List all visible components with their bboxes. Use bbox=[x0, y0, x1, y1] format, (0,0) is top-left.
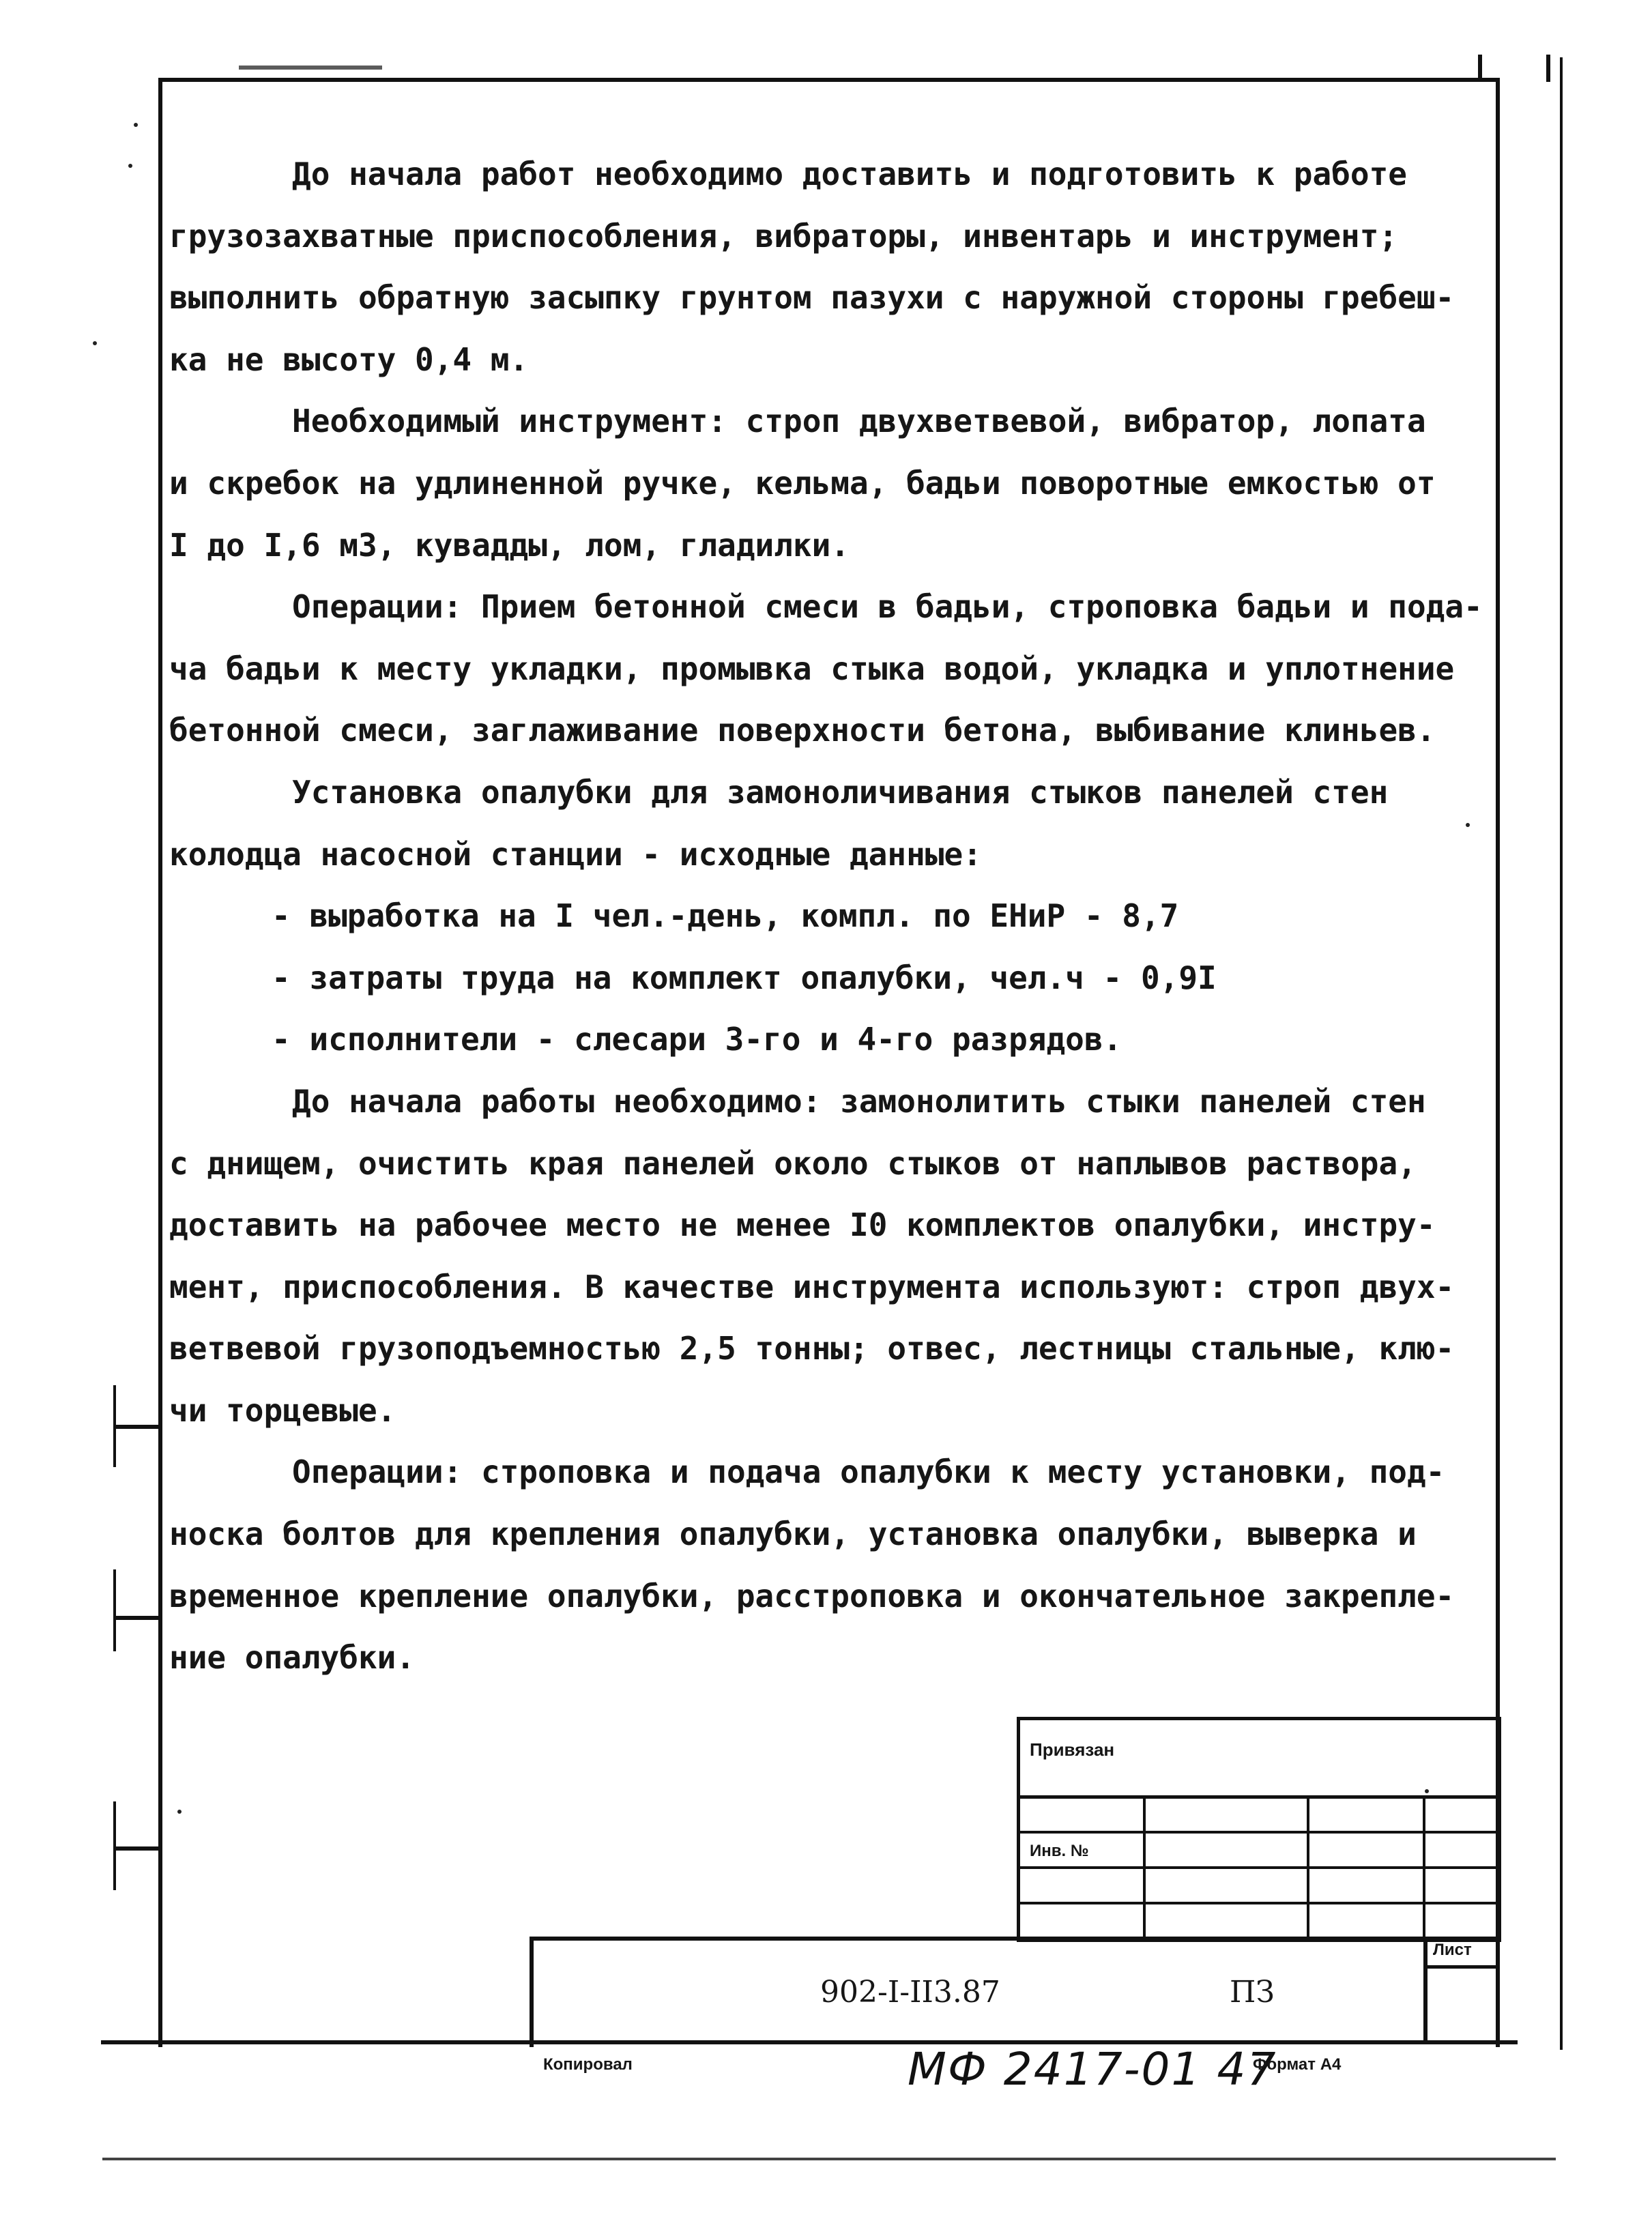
text-line: доставить на рабочее место не менее I0 комплектов опалубки, инстру- bbox=[169, 1206, 1436, 1244]
text-line: бетонной смеси, заглаживание поверхности бетона, выбивание клиньев. bbox=[169, 712, 1436, 749]
text-line: с днищем, очистить края панелей около стыков от наплывов раствора, bbox=[169, 1144, 1417, 1182]
initial-data-list bbox=[169, 885, 1493, 1071]
stamp-row bbox=[1020, 1831, 1498, 1834]
inventory-number-label: Инв. № bbox=[1030, 1842, 1089, 1860]
text-line: и скребок на удлиненной ручке, кельма, бадьи поворотные емкостью от bbox=[169, 464, 1436, 502]
stamp-header-label: Привязан bbox=[1030, 1739, 1115, 1760]
text-line: Операции: строповка и подача опалубки к месту установки, под- bbox=[292, 1453, 1445, 1491]
text-line: мент, приспособления. В качестве инструмента используют: строп двух- bbox=[169, 1268, 1455, 1305]
paragraph-before-work bbox=[169, 1071, 1493, 1442]
format-label: Формат А4 bbox=[1253, 2055, 1342, 2074]
outer-frame-line bbox=[1560, 57, 1563, 2050]
sheet-number-box bbox=[1423, 1937, 1498, 2043]
paragraph-tools bbox=[169, 390, 1493, 576]
text-line: ка не высоту 0,4 м. bbox=[169, 340, 529, 378]
text-line: ние опалубки. bbox=[169, 1639, 416, 1677]
stamp-col bbox=[1307, 1795, 1309, 1939]
sheet-label: Лист bbox=[1433, 1941, 1472, 1959]
paragraph-preparation bbox=[169, 143, 1493, 390]
top-edge-mark bbox=[239, 66, 382, 70]
stamp-header bbox=[1020, 1720, 1498, 1799]
title-block bbox=[530, 1937, 1498, 2047]
text-line: грузозахватные приспособления, вибраторы, инвентарь и инструмент; bbox=[169, 217, 1398, 255]
margin-mark bbox=[113, 1569, 116, 1651]
margin-tick bbox=[113, 1425, 161, 1429]
stamp-col bbox=[1143, 1795, 1146, 1939]
paragraph-operations-concrete bbox=[169, 576, 1493, 762]
document-body bbox=[169, 143, 1493, 1689]
stamp-row bbox=[1020, 1902, 1498, 1904]
text-line: Установка опалубки для замоноличивания стыков панелей стен bbox=[292, 773, 1389, 811]
scan-speck bbox=[128, 164, 132, 168]
list-item: - затраты труда на комплект опалубки, чел.ч - 0,9I bbox=[272, 959, 1217, 996]
scan-speck bbox=[177, 1810, 182, 1814]
margin-tick bbox=[113, 1616, 161, 1620]
scan-speck bbox=[134, 123, 138, 127]
margin-tick bbox=[113, 1846, 161, 1851]
text-line: носка болтов для крепления опалубки, установка опалубки, выверка и bbox=[169, 1516, 1417, 1553]
stamp-col bbox=[1423, 1795, 1425, 1939]
paragraph-operations-formwork bbox=[169, 1441, 1493, 1688]
document-type: ПЗ bbox=[1230, 1975, 1275, 2010]
page-cut-line bbox=[102, 2158, 1556, 2160]
copied-by-label: Копировал bbox=[543, 2055, 633, 2074]
text-line: чи торцевые. bbox=[169, 1391, 396, 1429]
list-item: - выработка на I чел.-день, компл. по ЕНиР - 8,7 bbox=[272, 897, 1179, 935]
text-line: ветвевой грузоподъемностью 2,5 тонны; отвес, лестницы стальные, клю- bbox=[169, 1330, 1455, 1367]
top-edge-tick bbox=[1478, 55, 1482, 82]
list-item: - исполнители - слесари 3-го и 4-го разрядов. bbox=[272, 1021, 1122, 1058]
document-code: 902-I-II3.87 bbox=[820, 1975, 1000, 2010]
text-line: До начала работ необходимо доставить и подготовить к работе bbox=[292, 156, 1407, 192]
margin-mark bbox=[113, 1801, 116, 1890]
stamp-row bbox=[1020, 1866, 1498, 1869]
approval-stamp bbox=[1017, 1717, 1501, 1942]
sheet-label-row bbox=[1428, 1937, 1498, 1969]
text-line: До начала работы необходимо: замонолитить стыки панелей стен bbox=[292, 1082, 1426, 1120]
text-line: временное крепление опалубки, расстроповка и окончательное закрепле- bbox=[169, 1577, 1455, 1614]
paragraph-formwork-install bbox=[169, 762, 1493, 885]
text-line: I до I,6 м3, кувадды, лом, гладилки. bbox=[169, 526, 850, 564]
top-edge-tick bbox=[1546, 55, 1550, 82]
text-line: выполнить обратную засыпку грунтом пазухи с наружной стороны гребеш- bbox=[169, 279, 1455, 317]
text-line: Операции: Прием бетонной смеси в бадьи, строповка бадьи и пода- bbox=[292, 588, 1483, 626]
stamp-grid bbox=[1020, 1795, 1498, 1939]
text-line: колодца насосной станции - исходные данные: bbox=[169, 835, 982, 873]
text-line: Необходимый инструмент: строп двухветвевой, вибратор, лопата bbox=[292, 403, 1426, 440]
text-line: ча бадьи к месту укладки, промывка стыка водой, укладка и уплотнение bbox=[169, 650, 1455, 687]
handwritten-archive-code: МФ 2417-01 47 bbox=[908, 2043, 1277, 2096]
scan-speck bbox=[93, 341, 97, 345]
